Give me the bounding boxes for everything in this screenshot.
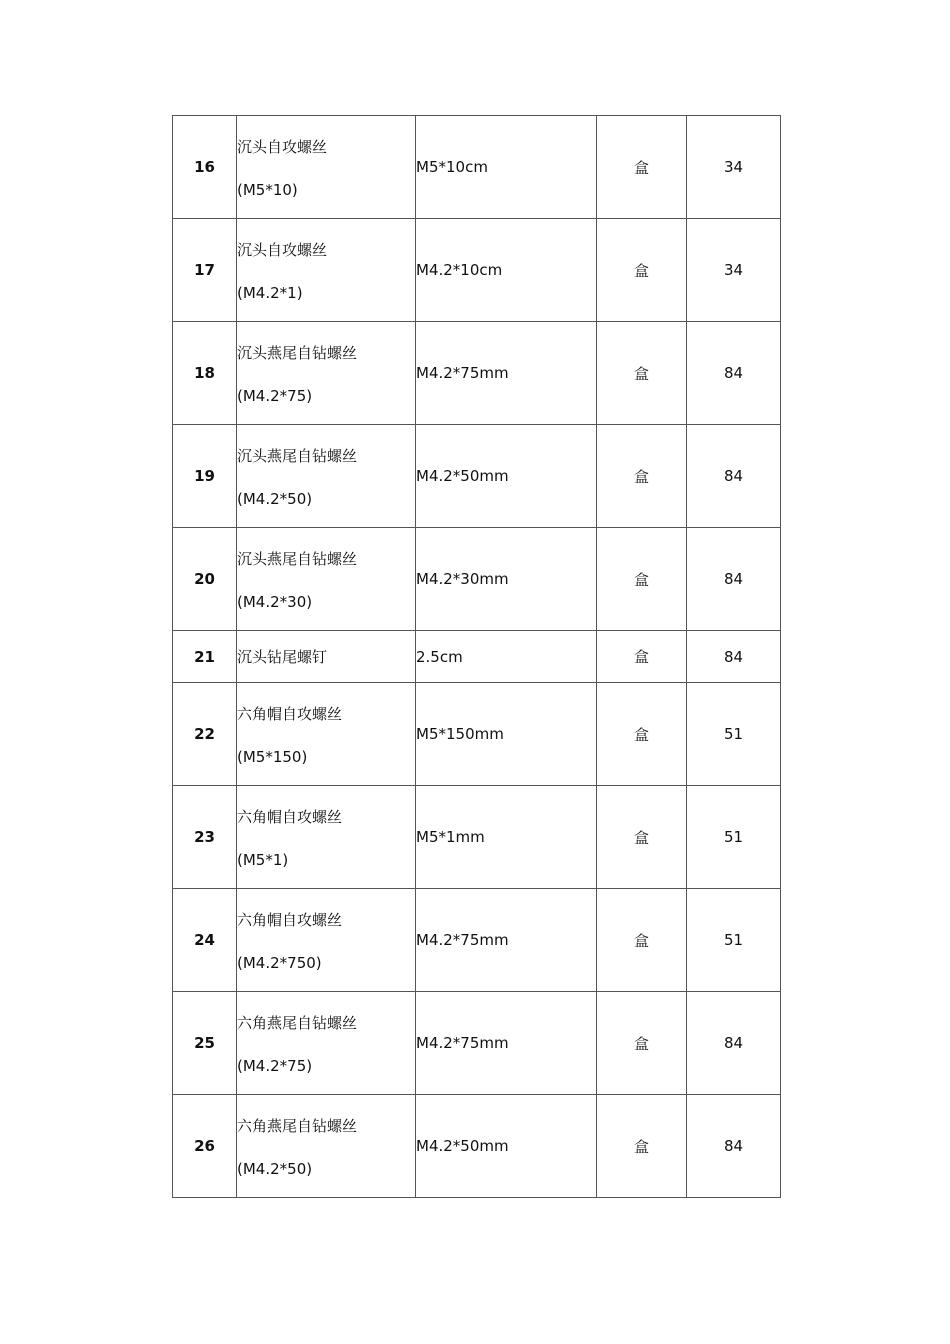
item-name-cell (237, 1095, 416, 1198)
item-spec: M4.2*30mm (416, 528, 597, 631)
row-number: 25 (173, 992, 237, 1095)
item-spec: M5*10cm (416, 116, 597, 219)
item-name-cell (237, 425, 416, 528)
row-number: 17 (173, 219, 237, 322)
table-row (173, 631, 781, 683)
item-name-spec: (M5*10) (237, 180, 298, 199)
row-number: 22 (173, 683, 237, 786)
item-name: 六角帽自攻螺丝 (237, 910, 343, 929)
row-number: 16 (173, 116, 237, 219)
item-name: 沉头燕尾自钻螺丝 (237, 549, 358, 568)
table-row (173, 528, 781, 631)
item-name-spec: (M4.2*1) (237, 283, 303, 302)
item-name: 沉头自攻螺丝 (237, 137, 328, 156)
item-name-cell (237, 116, 416, 219)
item-name-spec: (M5*150) (237, 747, 308, 766)
item-quantity: 84 (687, 992, 781, 1095)
item-name-spec: (M5*1) (237, 850, 289, 869)
table-row (173, 889, 781, 992)
item-unit: 盒 (597, 322, 687, 425)
item-name-cell (237, 786, 416, 889)
table-row (173, 219, 781, 322)
item-spec: M4.2*10cm (416, 219, 597, 322)
item-name-cell (237, 683, 416, 786)
table-row (173, 786, 781, 889)
item-quantity: 51 (687, 786, 781, 889)
row-number: 21 (173, 631, 237, 683)
item-spec: M5*150mm (416, 683, 597, 786)
item-quantity: 34 (687, 219, 781, 322)
row-number: 23 (173, 786, 237, 889)
materials-table (172, 115, 781, 1198)
item-unit: 盒 (597, 992, 687, 1095)
item-name: 沉头燕尾自钻螺丝 (237, 343, 358, 362)
table-row (173, 992, 781, 1095)
item-unit: 盒 (597, 786, 687, 889)
row-number: 20 (173, 528, 237, 631)
item-quantity: 84 (687, 1095, 781, 1198)
item-name-cell (237, 631, 416, 683)
item-unit: 盒 (597, 631, 687, 683)
item-name-cell (237, 322, 416, 425)
table-row (173, 425, 781, 528)
item-quantity: 84 (687, 528, 781, 631)
item-name-spec: (M4.2*750) (237, 953, 322, 972)
item-name: 沉头燕尾自钻螺丝 (237, 446, 358, 465)
table-row (173, 322, 781, 425)
item-name-spec: (M4.2*50) (237, 1159, 313, 1178)
item-unit: 盒 (597, 116, 687, 219)
item-unit: 盒 (597, 425, 687, 528)
item-spec: M4.2*50mm (416, 425, 597, 528)
item-spec: 2.5cm (416, 631, 597, 683)
item-quantity: 84 (687, 425, 781, 528)
item-spec: M5*1mm (416, 786, 597, 889)
item-name-spec: (M4.2*75) (237, 386, 313, 405)
row-number: 24 (173, 889, 237, 992)
row-number: 19 (173, 425, 237, 528)
item-unit: 盒 (597, 219, 687, 322)
item-name: 六角帽自攻螺丝 (237, 807, 343, 826)
item-quantity: 34 (687, 116, 781, 219)
item-spec: M4.2*75mm (416, 889, 597, 992)
item-name-cell (237, 992, 416, 1095)
item-spec: M4.2*50mm (416, 1095, 597, 1198)
item-name: 六角燕尾自钻螺丝 (237, 1116, 358, 1135)
item-unit: 盒 (597, 683, 687, 786)
item-unit: 盒 (597, 889, 687, 992)
item-name-cell (237, 889, 416, 992)
item-name-spec: (M4.2*50) (237, 489, 313, 508)
item-name: 沉头自攻螺丝 (237, 240, 328, 259)
item-spec: M4.2*75mm (416, 322, 597, 425)
table-row (173, 116, 781, 219)
row-number: 18 (173, 322, 237, 425)
item-quantity: 51 (687, 683, 781, 786)
item-quantity: 84 (687, 322, 781, 425)
row-number: 26 (173, 1095, 237, 1198)
item-quantity: 51 (687, 889, 781, 992)
item-name: 沉头钻尾螺钉 (237, 648, 328, 666)
item-name-spec: (M4.2*75) (237, 1056, 313, 1075)
table-row (173, 683, 781, 786)
item-name-cell (237, 219, 416, 322)
item-spec: M4.2*75mm (416, 992, 597, 1095)
item-unit: 盒 (597, 528, 687, 631)
item-unit: 盒 (597, 1095, 687, 1198)
item-name: 六角燕尾自钻螺丝 (237, 1013, 358, 1032)
item-name: 六角帽自攻螺丝 (237, 704, 343, 723)
item-quantity: 84 (687, 631, 781, 683)
item-name-spec: (M4.2*30) (237, 592, 313, 611)
table-row (173, 1095, 781, 1198)
item-name-cell (237, 528, 416, 631)
